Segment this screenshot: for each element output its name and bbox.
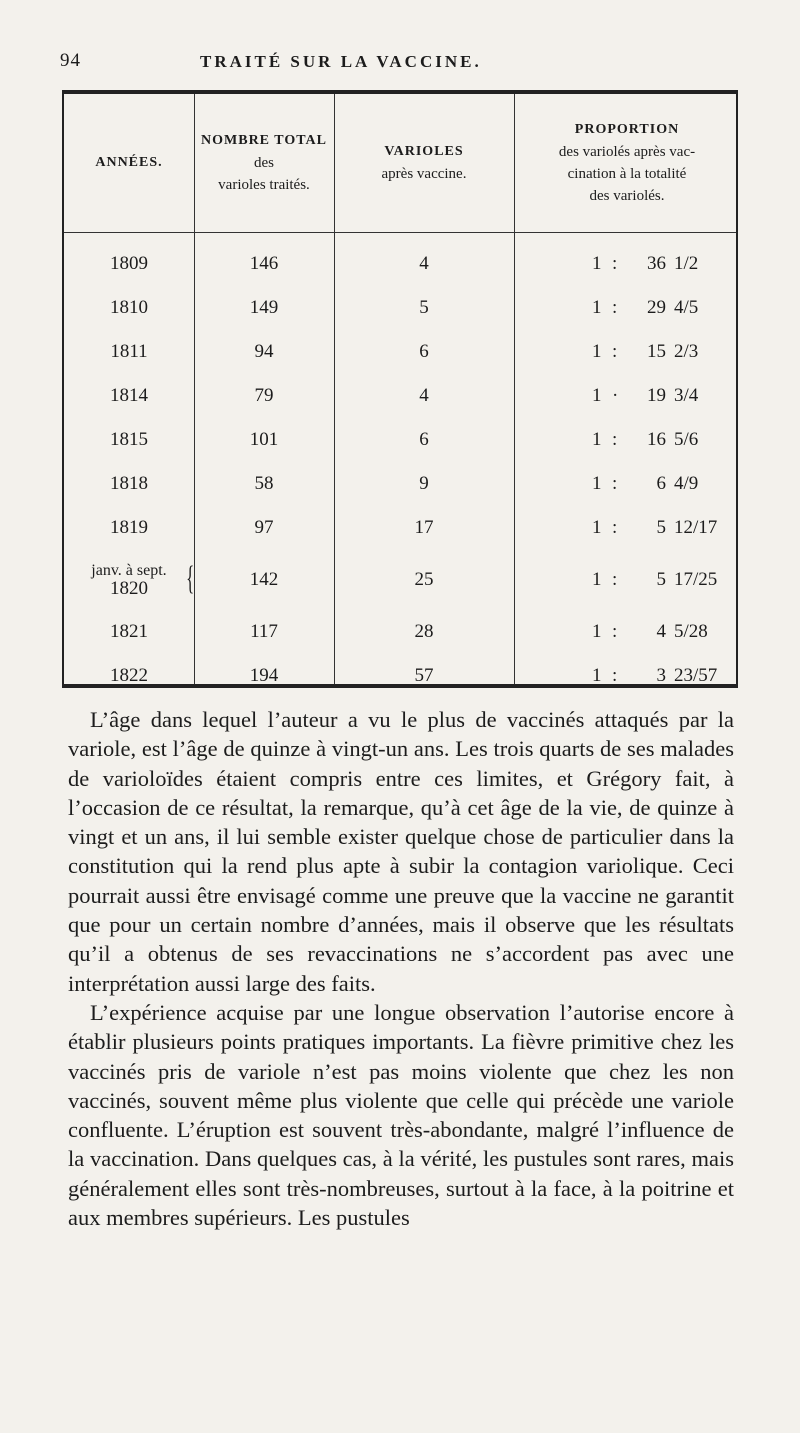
proportion-one: 1 bbox=[592, 385, 602, 406]
proportion-fraction: 3/4 bbox=[674, 385, 699, 406]
running-title: TRAITÉ SUR LA VACCINE. bbox=[200, 52, 482, 71]
proportion-cell bbox=[514, 550, 740, 610]
proportion-cell bbox=[514, 506, 740, 550]
proportion-colon: : bbox=[612, 253, 618, 274]
table-row bbox=[64, 330, 736, 374]
total-cell: 146 bbox=[249, 253, 279, 274]
proportion-one: 1 bbox=[592, 517, 602, 538]
year-cell: 1810 bbox=[110, 297, 148, 318]
table-row bbox=[64, 242, 736, 286]
header-total-line2: des bbox=[254, 155, 274, 171]
after-vaccine-cell: 6 bbox=[419, 429, 429, 450]
header-divider bbox=[64, 232, 736, 233]
header-prop-line2: des variolés après vac- bbox=[558, 144, 696, 160]
table-row bbox=[64, 286, 736, 330]
after-vaccine-cell: 6 bbox=[419, 341, 429, 362]
after-vaccine-cell: 28 bbox=[414, 621, 434, 642]
header-total bbox=[194, 94, 334, 232]
year-value: 1820 bbox=[110, 578, 148, 599]
smallpox-statistics-table bbox=[62, 90, 738, 688]
after-vaccine-cell: 9 bbox=[419, 473, 429, 494]
total-cell: 142 bbox=[249, 569, 279, 590]
proportion-whole: 5 bbox=[656, 569, 666, 590]
proportion-colon: : bbox=[612, 297, 618, 318]
proportion-cell bbox=[514, 462, 740, 506]
table-row bbox=[64, 654, 736, 698]
proportion-fraction: 5/6 bbox=[674, 429, 699, 450]
running-head bbox=[60, 50, 750, 80]
proportion-fraction: 2/3 bbox=[674, 341, 699, 362]
year-cell: 1811 bbox=[110, 341, 148, 362]
proportion-fraction: 17/25 bbox=[674, 569, 718, 590]
total-cell: 79 bbox=[254, 385, 274, 406]
brace-mark: { bbox=[186, 560, 195, 597]
proportion-one: 1 bbox=[592, 473, 602, 494]
proportion-whole: 3 bbox=[656, 665, 666, 686]
header-prop-line3: cination à la totalité bbox=[567, 166, 687, 182]
after-vaccine-cell: 17 bbox=[414, 517, 434, 538]
proportion-cell bbox=[514, 242, 740, 286]
proportion-colon: · bbox=[612, 385, 619, 406]
header-total-line3: varioles traités. bbox=[218, 177, 310, 193]
proportion-one: 1 bbox=[592, 297, 602, 318]
after-vaccine-cell: 25 bbox=[414, 569, 434, 590]
table-row bbox=[64, 550, 736, 610]
total-cell: 149 bbox=[249, 297, 279, 318]
after-vaccine-cell: 5 bbox=[419, 297, 429, 318]
year-cell: 1809 bbox=[110, 253, 148, 274]
year-cell: 1815 bbox=[110, 429, 148, 450]
proportion-one: 1 bbox=[592, 429, 602, 450]
proportion-fraction: 23/57 bbox=[674, 665, 718, 686]
proportion-one: 1 bbox=[592, 253, 602, 274]
header-total-line1: NOMBRE TOTAL bbox=[201, 133, 327, 148]
after-vaccine-cell: 4 bbox=[419, 385, 429, 406]
year-cell: 1821 bbox=[110, 621, 148, 642]
proportion-cell bbox=[514, 286, 740, 330]
page-number: 94 bbox=[60, 50, 81, 71]
proportion-cell bbox=[514, 418, 740, 462]
table-row bbox=[64, 506, 736, 550]
proportion-colon: : bbox=[612, 341, 618, 362]
body-text bbox=[68, 705, 734, 1232]
proportion-colon: : bbox=[612, 665, 618, 686]
proportion-one: 1 bbox=[592, 569, 602, 590]
header-after bbox=[334, 94, 514, 232]
total-cell: 97 bbox=[254, 517, 274, 538]
proportion-one: 1 bbox=[592, 621, 602, 642]
paragraph: L’âge dans lequel l’auteur a vu le plus de vaccinés attaqués par la variole, est l’âge de quinze à vingt-un ans. Les trois quarts de ses malades de varioloïdes étaient compris entre ces limites, et Grégory fait, à l’occasion de ce résultat, la remarque, qu’à cet âge de la vie, de quinze à vingt et un ans, il lui semble exister quelque chose de particulier dans la constitution qui la rend plus apte à subir la contagion variolique. Ceci pourrait aussi être envisagé comme une preuve que la vaccine ne garantit que pour un certain nombre d’années, mais il observe que les résultats qu’il a obtenus de ses revaccinations ne s’accordent pas avec une interprétation aussi large des faits. bbox=[68, 707, 734, 996]
year-cell bbox=[64, 550, 194, 610]
proportion-whole: 4 bbox=[656, 621, 666, 642]
proportion-fraction: 5/28 bbox=[674, 621, 708, 642]
after-vaccine-cell: 57 bbox=[414, 665, 434, 686]
proportion-colon: : bbox=[612, 517, 618, 538]
proportion-colon: : bbox=[612, 621, 618, 642]
header-prop-line4: des variolés. bbox=[589, 188, 665, 204]
header-after-line2: après vaccine. bbox=[381, 166, 467, 182]
total-cell: 117 bbox=[250, 621, 278, 642]
proportion-fraction: 4/5 bbox=[674, 297, 699, 318]
year-cell: 1818 bbox=[110, 473, 148, 494]
table-row bbox=[64, 610, 736, 654]
year-cell: 1822 bbox=[110, 665, 148, 686]
total-cell: 101 bbox=[249, 429, 279, 450]
proportion-whole: 6 bbox=[656, 473, 666, 494]
header-annees-label: ANNÉES. bbox=[95, 155, 163, 170]
proportion-cell bbox=[514, 610, 740, 654]
year-cell: 1814 bbox=[110, 385, 148, 406]
proportion-cell bbox=[514, 330, 740, 374]
year-period-label: janv. à sept. bbox=[91, 562, 167, 579]
proportion-whole: 19 bbox=[647, 385, 666, 406]
proportion-whole: 5 bbox=[656, 517, 666, 538]
proportion-fraction: 1/2 bbox=[674, 253, 699, 274]
header-proportion bbox=[514, 94, 740, 232]
table-row bbox=[64, 418, 736, 462]
proportion-fraction: 12/17 bbox=[674, 517, 718, 538]
total-cell: 58 bbox=[254, 473, 274, 494]
proportion-cell bbox=[514, 374, 740, 418]
after-vaccine-cell: 4 bbox=[419, 253, 429, 274]
header-annees bbox=[64, 94, 194, 232]
paragraph: L’expérience acquise par une longue observation l’autorise encore à établir plusieurs points pratiques importants. La fièvre primitive chez les vaccinés pris de variole n’est pas moins violente que chez les non vaccinés, souvent même plus violente que celle qui précède une variole confluente. L’éruption est souvent très-abondante, malgré l’influence de la vaccination. Dans quelques cas, à la vérité, les pustules sont rares, mais généralement elles sont très-nombreuses, surtout à la face, à la poitrine et aux membres supérieurs. Les pustules bbox=[68, 999, 734, 1231]
total-cell: 194 bbox=[249, 665, 279, 686]
proportion-fraction: 4/9 bbox=[674, 473, 699, 494]
year-cell: 1819 bbox=[110, 517, 148, 538]
header-prop-line1: PROPORTION bbox=[574, 122, 680, 137]
proportion-whole: 36 bbox=[647, 253, 666, 274]
table-body bbox=[64, 242, 736, 698]
proportion-whole: 15 bbox=[647, 341, 666, 362]
proportion-colon: : bbox=[612, 429, 618, 450]
proportion-one: 1 bbox=[592, 665, 602, 686]
proportion-colon: : bbox=[612, 473, 618, 494]
proportion-whole: 16 bbox=[647, 429, 666, 450]
header-after-line1: VARIOLES bbox=[384, 144, 464, 159]
table-row bbox=[64, 462, 736, 506]
proportion-colon: : bbox=[612, 569, 618, 590]
table-row bbox=[64, 374, 736, 418]
proportion-whole: 29 bbox=[647, 297, 666, 318]
total-cell: 94 bbox=[254, 341, 274, 362]
proportion-cell bbox=[514, 654, 740, 698]
proportion-one: 1 bbox=[592, 341, 602, 362]
